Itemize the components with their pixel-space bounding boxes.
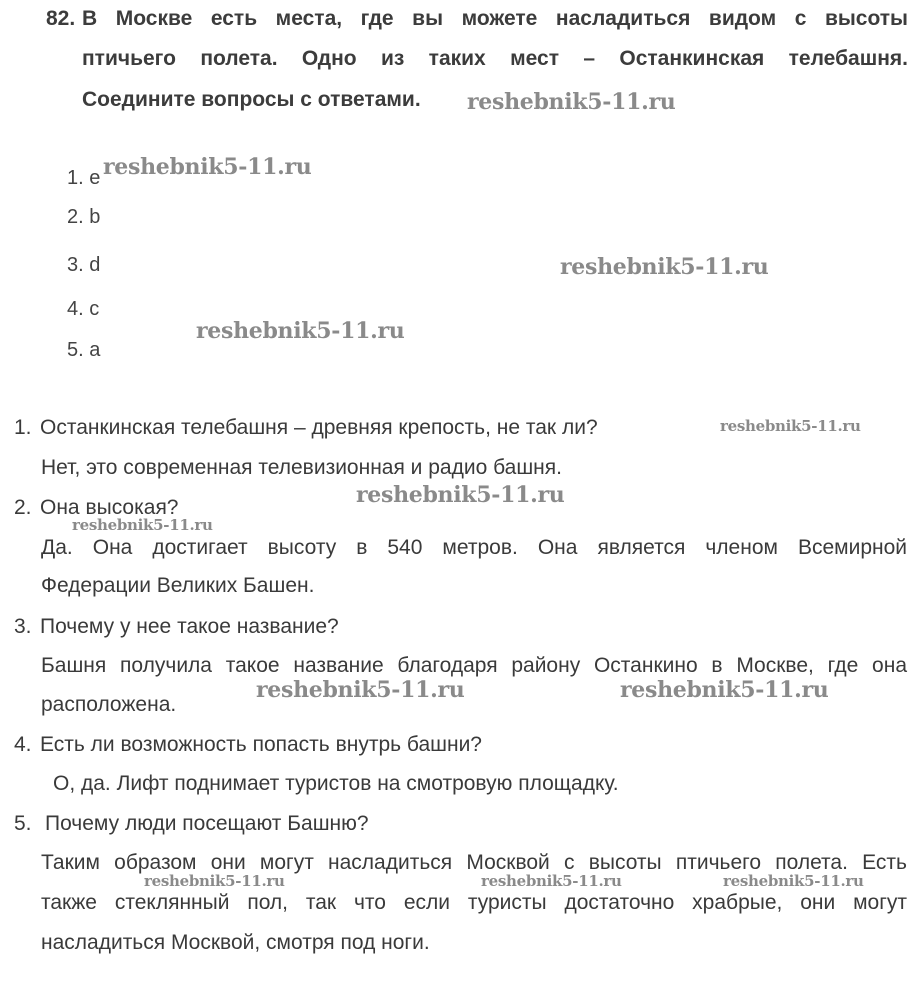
watermark: reshebnik5-11.ru <box>620 677 829 703</box>
task-text-line-3: Соедините вопросы с ответами. <box>82 88 421 111</box>
watermark: reshebnik5-11.ru <box>72 516 213 534</box>
answer-line: Башня получила такое название благодаря району Останкино в Москве, где она <box>41 654 907 677</box>
answer-line: Да. Она достигает высоту в 540 метров. Она является членом Всемирной <box>41 536 907 559</box>
answer-line: Таким образом они могут насладиться Москвой с высоты птичьего полета. Есть <box>41 851 907 874</box>
answer-key-item-1: 1. e <box>67 167 101 189</box>
watermark: reshebnik5-11.ru <box>144 872 285 890</box>
question-number: 1. <box>14 416 32 439</box>
question-number: 4. <box>14 733 32 756</box>
task-text-line-1: В Москве есть места, где вы можете насладиться видом с высоты <box>82 7 908 30</box>
answer-key-item-3: 3. d <box>67 254 101 276</box>
answer-line: Федерации Великих Башен. <box>41 574 315 597</box>
question-text: Останкинская телебашня – древняя крепость, не так ли? <box>40 416 598 439</box>
answer-line: также стеклянный пол, так что если туристы достаточно храбрые, они могут <box>41 891 907 914</box>
answer-key-item-5: 5. a <box>67 339 101 361</box>
question-text: Она высокая? <box>40 496 179 519</box>
question-number: 2. <box>14 496 32 519</box>
question-text: Есть ли возможность попасть внутрь башни? <box>40 733 482 756</box>
answer-line: О, да. Лифт поднимает туристов на смотровую площадку. <box>53 772 619 795</box>
watermark: reshebnik5-11.ru <box>103 154 312 180</box>
question-text: Почему у нее такое название? <box>40 615 339 638</box>
answer-key-item-4: 4. c <box>67 298 100 320</box>
question-number: 3. <box>14 615 32 638</box>
watermark: reshebnik5-11.ru <box>256 677 465 703</box>
answer-line: расположена. <box>41 693 177 716</box>
answer-line: насладиться Москвой, смотря под ноги. <box>41 931 430 954</box>
watermark: reshebnik5-11.ru <box>720 417 861 435</box>
answer-line: Нет, это современная телевизионная и радио башня. <box>41 456 562 479</box>
question-number: 5. <box>14 812 32 835</box>
task-number: 82. <box>46 7 76 30</box>
task-text-line-2: птичьего полета. Одно из таких мест – Останкинская телебашня. <box>82 47 908 70</box>
watermark: reshebnik5-11.ru <box>467 89 676 115</box>
watermark: reshebnik5-11.ru <box>196 318 405 344</box>
watermark: reshebnik5-11.ru <box>560 254 769 280</box>
answer-key-item-2: 2. b <box>67 206 101 228</box>
watermark: reshebnik5-11.ru <box>723 872 864 890</box>
watermark: reshebnik5-11.ru <box>481 872 622 890</box>
watermark: reshebnik5-11.ru <box>356 482 565 508</box>
question-text: Почему люди посещают Башню? <box>45 812 369 835</box>
